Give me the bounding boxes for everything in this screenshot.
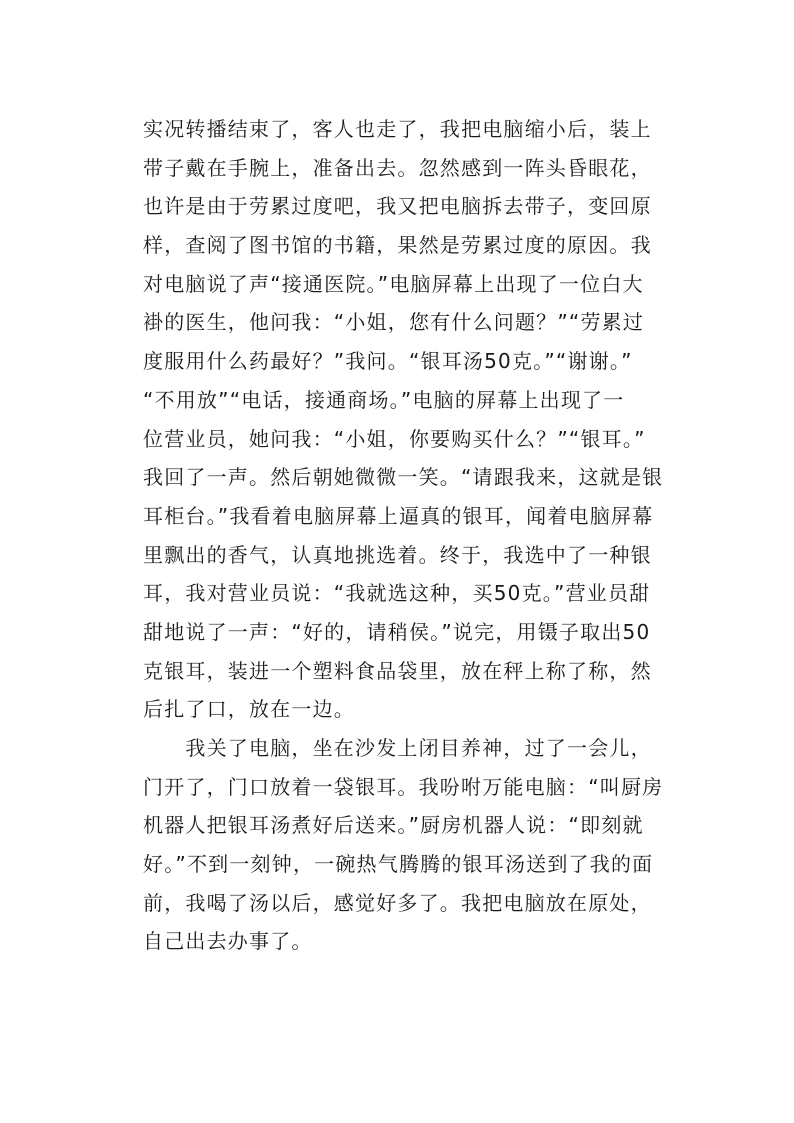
text-line: 克银耳，装进一个塑料食品袋里，放在秤上称了称，然 <box>143 658 652 683</box>
text-line: 门开了，门口放着一袋银耳。我吩咐万能电脑：“叫厨房 <box>143 774 664 799</box>
text-line: 褂的医生，他问我：“小姐，您有什么问题？”“劳累过 <box>143 310 645 335</box>
text-line: 耳，我对营业员说：“我就选这种，买50克。”营业员甜 <box>143 581 651 606</box>
text-line: 后扎了口，放在一边。 <box>143 697 355 722</box>
text-line: 好。”不到一刻钟，一碗热气腾腾的银耳汤送到了我的面 <box>143 852 654 877</box>
text-line: 里飘出的香气，认真地挑选着。终于，我选中了一种银 <box>143 542 652 567</box>
text-line: 样，查阅了图书馆的书籍，果然是劳累过度的原因。我 <box>143 233 652 258</box>
text-line: 实况转播结束了，客人也走了，我把电脑缩小后，装上 <box>143 117 652 141</box>
text-line: 前，我喝了汤以后，感觉好多了。我把电脑放在原处， <box>143 890 652 915</box>
body-text <box>143 110 663 961</box>
text-line: 位营业员，她问我：“小姐，你要购买什么？”“银耳。” <box>143 426 646 451</box>
text-line: 也许是由于劳累过度吧，我又把电脑拆去带子，变回原 <box>143 194 652 219</box>
text-line: 带子戴在手腕上，准备出去。忽然感到一阵头昏眼花， <box>143 155 652 180</box>
text-line: 我回了一声。然后朝她微微一笑。“请跟我来，这就是银 <box>143 465 664 490</box>
text-line: 机器人把银耳汤煮好后送来。”厨房机器人说：“即刻就 <box>143 813 644 838</box>
text-line: “不用放”“电话，接通商场。”电脑的屏幕上出现了一 <box>143 387 625 412</box>
text-line: 甜地说了一声：“好的，请稍侯。”说完，用镊子取出50 <box>143 619 651 644</box>
text-line: 我关了电脑，坐在沙发上闭目养神，过了一会儿， <box>143 736 652 760</box>
text-line: 度服用什么药最好？”我问。“银耳汤50克。”“谢谢。” <box>143 349 633 374</box>
text-line: 耳柜台。”我看着电脑屏幕上逼真的银耳，闻着电脑屏幕 <box>143 503 654 528</box>
text-line: 对电脑说了声“接通医院。”电脑屏幕上出现了一位白大 <box>143 271 644 296</box>
text-line: 自己出去办事了。 <box>143 929 313 954</box>
